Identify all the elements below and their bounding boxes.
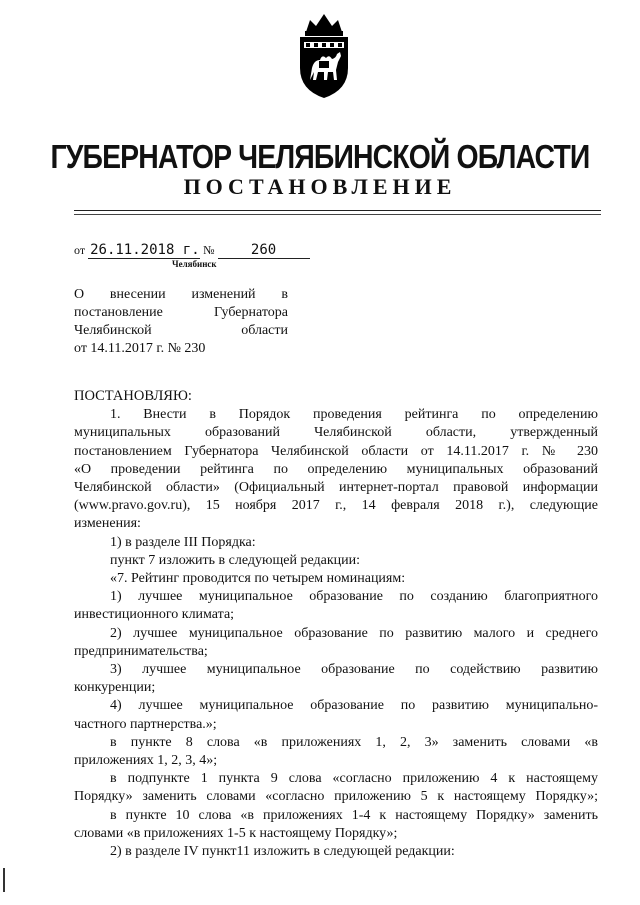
subject-line: О внесении изменений в [74, 287, 288, 302]
body-line: 1. Внести в Порядок проведения рейтинга по определению [110, 407, 598, 423]
body-line: 2) лучшее муниципальное образование по развитию малого и среднего [110, 625, 598, 641]
body-line: пункт 7 изложить в следующей редакции: [110, 552, 360, 568]
coat-of-arms-icon [292, 10, 356, 100]
number-label: № [203, 243, 215, 257]
scan-artifact [3, 868, 5, 892]
body-line: словами «в приложениях 1-5 к настоящему Порядку»; [74, 825, 398, 841]
body-line: Порядку» заменить словами «согласно приложению 5 к настоящему Порядку»; [74, 789, 598, 805]
body-line: конкуренции; [74, 680, 156, 696]
header-divider [74, 210, 601, 211]
body-line: (www.pravo.gov.ru), 15 ноября 2017 г., 14 февраля 2018 г.), следующие [74, 498, 598, 514]
resolution-heading: ПОСТАНОВЛЯЮ: [74, 388, 192, 404]
document-body [74, 387, 598, 861]
body-line: Челябинской области» (Официальный интернет-портал правовой информации [74, 480, 598, 496]
governor-title: ГУБЕРНАТОР ЧЕЛЯБИНСКОЙ ОБЛАСТИ [50, 138, 590, 175]
body-line: частного партнерства.»; [74, 716, 217, 732]
body-line: в пункте 8 слова «в приложениях 1, 2, 3» заменить словами «в [110, 734, 598, 750]
document-subject [74, 286, 288, 358]
body-line: 3) лучшее муниципальное образование по содействию развитию [110, 662, 598, 678]
body-line: «О проведении рейтинга по определению муниципальных образований [74, 461, 598, 477]
body-line: инвестиционного климата; [74, 607, 235, 623]
document-number: 260 [218, 242, 310, 259]
body-line: изменения: [74, 516, 141, 532]
city-name: Челябинск [172, 259, 217, 269]
subject-line: Челябинской области [74, 323, 288, 338]
body-line: в подпункте 1 пункта 9 слова «согласно приложению 4 к настоящему [110, 771, 598, 787]
body-line: 4) лучшее муниципальное образование по развитию муниципально- [110, 698, 598, 714]
body-line: 1) в разделе III Порядка: [110, 534, 256, 550]
document-type: ПОСТАНОВЛЕНИЕ [183, 174, 457, 199]
body-line: «7. Рейтинг проводится по четырем номинациям: [110, 571, 406, 587]
body-line: в пункте 10 слова «в приложениях 1-4 к настоящему Порядку» заменить [110, 807, 598, 823]
body-line: 1) лучшее муниципальное образование по созданию благоприятного [110, 589, 598, 605]
subject-line: от 14.11.2017 г. № 230 [74, 341, 206, 356]
body-line: муниципальных образований Челябинской области, утвержденный [74, 425, 598, 441]
body-line: предпринимательства; [74, 643, 208, 659]
header-divider-thin [74, 214, 601, 215]
body-line: приложениях 1, 2, 3, 4»; [74, 753, 218, 769]
document-date: 26.11.2018 г. [90, 242, 200, 258]
body-line: постановлением Губернатора Челябинской области от 14.11.2017 г. № 230 [74, 443, 598, 459]
date-number-line [74, 242, 310, 259]
from-label: от [74, 243, 86, 257]
subject-line: постановление Губернатора [74, 305, 288, 320]
body-line: 2) в разделе IV пункт11 изложить в следующей редакции: [110, 844, 455, 860]
